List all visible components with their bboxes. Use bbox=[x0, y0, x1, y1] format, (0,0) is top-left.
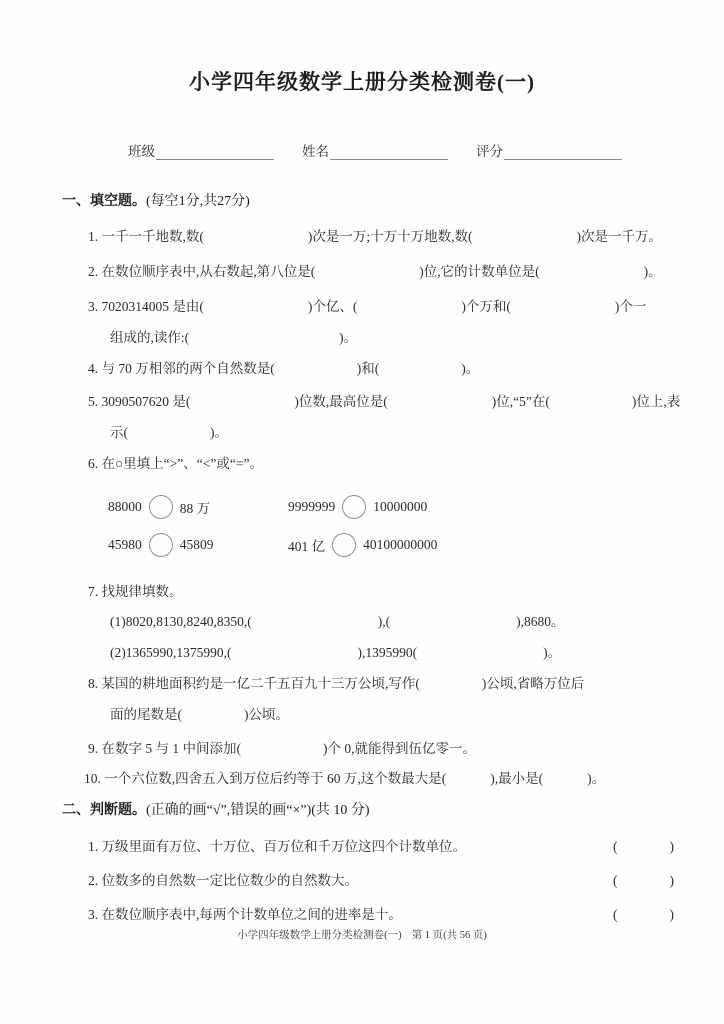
judgment-3-paren-close: ) bbox=[669, 907, 674, 922]
judgment-1-answer-box[interactable] bbox=[613, 838, 674, 855]
judgment-1-text: 万级里面有万位、十万位、百万位和千万位这四个计数单位。 bbox=[101, 839, 466, 854]
question-10-text-c: )。 bbox=[587, 771, 606, 786]
question-3-text-b: )个亿、( bbox=[307, 299, 358, 314]
question-8-number: 8. bbox=[88, 676, 99, 691]
question-6-number: 6. bbox=[88, 456, 99, 471]
question-5 bbox=[88, 393, 680, 410]
question-1-number: 1. bbox=[88, 229, 99, 244]
compare-circle-3[interactable] bbox=[149, 533, 173, 557]
compare-pair-1-left: 88000 bbox=[108, 499, 142, 514]
question-7-sub-2 bbox=[110, 644, 561, 661]
footer-page-number: 第 1 页(共 56 页) bbox=[411, 930, 487, 941]
judgment-item-2 bbox=[88, 872, 674, 889]
judgment-3-text-wrap bbox=[88, 906, 402, 923]
judgment-3-number: 3. bbox=[88, 907, 99, 922]
judgment-3-paren-open: ( bbox=[613, 907, 618, 922]
compare-circle-2[interactable] bbox=[342, 495, 366, 519]
compare-pair-1-right: 88 万 bbox=[179, 501, 211, 516]
section-1-heading bbox=[62, 190, 250, 210]
score-field-rule[interactable] bbox=[504, 146, 622, 160]
question-7-sub-2-text-a: 1365990,1375990,( bbox=[125, 645, 232, 660]
question-2-text-b: )位,它的计数单位是( bbox=[419, 264, 540, 279]
question-10 bbox=[84, 770, 605, 787]
question-7-sub-1-text-b: ),( bbox=[377, 614, 391, 629]
judgment-1-paren-open: ( bbox=[613, 839, 618, 854]
judgment-3-text: 在数位顺序表中,每两个计数单位之间的进率是十。 bbox=[101, 907, 402, 922]
score-field-label: 评分 bbox=[476, 144, 503, 159]
question-7 bbox=[88, 583, 183, 600]
compare-grid bbox=[108, 488, 668, 564]
section-1-scoring: (每空1分,共27分) bbox=[146, 194, 250, 209]
compare-pair-1 bbox=[108, 495, 288, 519]
compare-row-1 bbox=[108, 488, 668, 526]
question-3-text-c: )个万和( bbox=[461, 299, 511, 314]
judgment-1-text-wrap bbox=[88, 838, 466, 855]
class-field[interactable] bbox=[128, 140, 274, 160]
question-5-text-d: )位上,表 bbox=[631, 394, 681, 409]
compare-circle-4[interactable] bbox=[332, 533, 356, 557]
question-3-number: 3. bbox=[88, 299, 99, 314]
question-4-text-b: )和( bbox=[356, 361, 380, 376]
compare-pair-4-left: 401 亿 bbox=[288, 539, 326, 554]
question-4-text-a: 与 70 万相邻的两个自然数是( bbox=[101, 361, 275, 376]
judgment-item-3 bbox=[88, 906, 674, 923]
question-8-text-b: )公顷,省略万位后 bbox=[481, 676, 585, 691]
header-fields bbox=[128, 140, 598, 160]
compare-pair-2-left: 9999999 bbox=[288, 499, 336, 514]
question-8 bbox=[88, 675, 584, 692]
judgment-item-1 bbox=[88, 838, 674, 855]
compare-pair-4-right: 40100000000 bbox=[363, 537, 438, 552]
question-7-number: 7. bbox=[88, 584, 99, 599]
question-4-text-c: )。 bbox=[461, 361, 480, 376]
section-2-title: 判断题。 bbox=[90, 803, 146, 818]
compare-circle-1[interactable] bbox=[149, 495, 173, 519]
question-2-number: 2. bbox=[88, 264, 99, 279]
question-3-text-e: 组成的,读作:( bbox=[110, 330, 190, 345]
question-4-number: 4. bbox=[88, 361, 99, 376]
compare-pair-3-left: 45980 bbox=[108, 537, 142, 552]
score-field[interactable] bbox=[476, 140, 622, 160]
judgment-2-paren-close: ) bbox=[669, 873, 674, 888]
compare-pair-3 bbox=[108, 533, 288, 557]
question-8-line-2 bbox=[110, 706, 289, 723]
question-7-sub-1-text-a: 8020,8130,8240,8350,( bbox=[125, 614, 252, 629]
question-9-text-b: )个 0,就能得到伍亿零一。 bbox=[323, 741, 476, 756]
question-10-text-b: ),最小是( bbox=[490, 771, 544, 786]
section-1-title: 填空题。 bbox=[90, 194, 146, 209]
class-field-rule[interactable] bbox=[156, 146, 274, 160]
judgment-3-answer-box[interactable] bbox=[613, 906, 674, 923]
question-3 bbox=[88, 298, 646, 315]
footer-title: 小学四年级数学上册分类检测卷(一) bbox=[237, 930, 402, 941]
judgment-2-paren-open: ( bbox=[613, 873, 618, 888]
question-1-text-c: )次是一千万。 bbox=[576, 229, 662, 244]
question-5-text-b: )位数,最高位是( bbox=[294, 394, 388, 409]
question-3-text-f: )。 bbox=[339, 330, 358, 345]
compare-row-2 bbox=[108, 526, 668, 564]
compare-pair-2-right: 10000000 bbox=[373, 499, 428, 514]
judgment-2-number: 2. bbox=[88, 873, 99, 888]
question-9 bbox=[88, 740, 476, 757]
question-10-number: 10. bbox=[84, 771, 101, 786]
page-title: 小学四年级数学上册分类检测卷(一) bbox=[189, 70, 535, 94]
page-footer bbox=[0, 927, 724, 942]
question-4 bbox=[88, 360, 479, 377]
question-2-text-a: 在数位顺序表中,从右数起,第八位是( bbox=[101, 264, 316, 279]
question-3-text-d: )个一 bbox=[614, 299, 647, 314]
question-9-number: 9. bbox=[88, 741, 99, 756]
question-7-sub-2-text-b: ),1395990( bbox=[357, 645, 418, 660]
question-5-text-c: )位,“5”在( bbox=[491, 394, 550, 409]
judgment-2-answer-box[interactable] bbox=[613, 872, 674, 889]
question-7-sub-2-label: (2) bbox=[110, 645, 126, 660]
name-field-label: 姓名 bbox=[302, 144, 329, 159]
compare-pair-2 bbox=[288, 495, 427, 519]
question-6 bbox=[88, 455, 263, 472]
section-1-number: 一、 bbox=[62, 194, 90, 209]
question-2 bbox=[88, 263, 662, 280]
question-8-text-c: 面的尾数是( bbox=[110, 707, 182, 722]
question-1 bbox=[88, 228, 662, 245]
judgment-2-text: 位数多的自然数一定比位数少的自然数大。 bbox=[101, 873, 358, 888]
compare-pair-4 bbox=[288, 533, 437, 557]
question-5-text-a: 3090507620 是( bbox=[101, 394, 191, 409]
question-3-text-a: 7020314005 是由( bbox=[101, 299, 204, 314]
question-9-text-a: 在数字 5 与 1 中间添加( bbox=[101, 741, 241, 756]
judgment-1-paren-close: ) bbox=[669, 839, 674, 854]
class-field-label: 班级 bbox=[128, 144, 155, 159]
name-field-rule[interactable] bbox=[330, 146, 448, 160]
question-5-number: 5. bbox=[88, 394, 99, 409]
judgment-1-number: 1. bbox=[88, 839, 99, 854]
question-8-text-a: 某国的耕地面积约是一亿二千五百九十三万公顷,写作( bbox=[101, 676, 420, 691]
question-8-text-d: )公顷。 bbox=[244, 707, 289, 722]
question-7-sub-1-text-c: ),8680。 bbox=[516, 614, 565, 629]
compare-pair-3-right: 45809 bbox=[179, 537, 214, 552]
question-3-line-2 bbox=[110, 329, 357, 346]
question-1-text-b: )次是一万;十万十万地数,数( bbox=[307, 229, 473, 244]
question-2-text-c: )。 bbox=[643, 264, 662, 279]
question-7-sub-2-text-c: )。 bbox=[543, 645, 562, 660]
question-5-line-2 bbox=[110, 424, 228, 441]
question-10-text-a: 一个六位数,四舍五入到万位后约等于 60 万,这个数最大是( bbox=[104, 771, 447, 786]
question-5-text-e: 示( bbox=[110, 425, 128, 440]
question-5-text-f: )。 bbox=[210, 425, 228, 440]
judgment-2-text-wrap bbox=[88, 872, 358, 889]
question-6-prompt: 在○里填上“>”、“<”或“=”。 bbox=[101, 456, 263, 471]
question-1-text-a: 一千一千地数,数( bbox=[101, 229, 204, 244]
section-2-scoring: (正确的画“√”,错误的画“×”)(共 10 分) bbox=[146, 803, 370, 818]
question-7-sub-1-label: (1) bbox=[110, 614, 126, 629]
question-7-sub-1 bbox=[110, 613, 565, 630]
section-2-number: 二、 bbox=[62, 803, 90, 818]
question-7-prompt: 找规律填数。 bbox=[101, 584, 183, 599]
section-2-heading bbox=[62, 799, 370, 819]
name-field[interactable] bbox=[302, 140, 448, 160]
